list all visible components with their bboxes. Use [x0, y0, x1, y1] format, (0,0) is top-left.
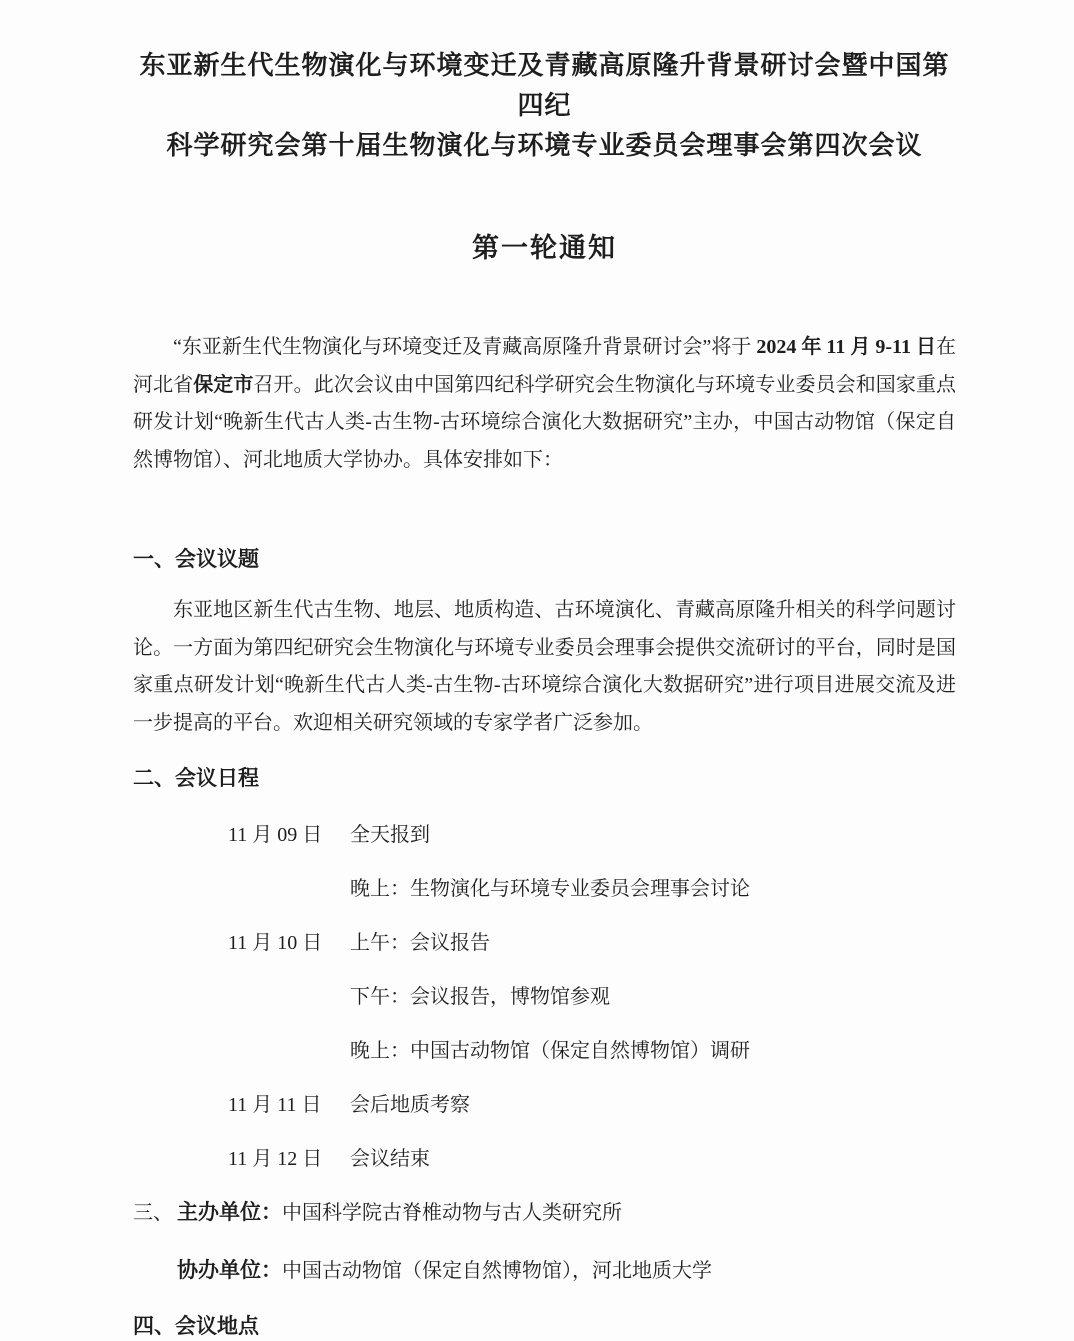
- schedule-item: 全天报到: [350, 824, 430, 846]
- schedule-item: 会后地质考察: [350, 1094, 470, 1116]
- intro-seg5: 召开。此次会议由中国第四纪科学研究会生物演化与环境专业委员会和国家重点研发计划“晚新生代古人类-古生物-古环境综合演化大数据研究”主办，中国古动物馆（保定自然博物馆）、河北地质大学协办。具体安排如下：: [133, 373, 957, 471]
- section-heading-venue: 四、会议地点: [133, 1315, 259, 1338]
- schedule-item: 会议结束: [350, 1148, 430, 1170]
- topics-paragraph: 东亚地区新生代古生物、地层、地质构造、古环境演化、青藏高原隆升相关的科学问题讨论。一方面为第四纪研究会生物演化与环境专业委员会理事会提供交流研讨的平台，同时是国家重点研发计划“晚新生代古人类-古生物-古环境综合演化大数据研究”进行项目进展交流及进一步提高的平台。欢迎相关研究领域的专家学者广泛参加。: [133, 599, 956, 734]
- schedule-date: [228, 874, 350, 904]
- schedule-row: [228, 1144, 956, 1174]
- schedule-item: 下午：会议报告，博物馆参观: [350, 986, 610, 1008]
- intro-seg3: 在河北省: [133, 336, 956, 396]
- co-organizer-label: 协办单位：: [177, 1259, 282, 1282]
- schedule-row: [228, 1036, 956, 1066]
- schedule-row: [228, 928, 956, 958]
- intro-city-bold: 保定市: [193, 373, 254, 396]
- schedule-row: [228, 1090, 956, 1120]
- document-title-line1: 东亚新生代生物演化与环境变迁及青藏高原隆升背景研讨会暨中国第四纪: [139, 51, 950, 120]
- co-organizer-value: 中国古动物馆（保定自然博物馆），河北地质大学: [282, 1260, 712, 1282]
- host-organizer-line: [133, 1198, 956, 1228]
- notice-heading: 第一轮通知: [472, 233, 617, 263]
- schedule-row: [228, 874, 956, 904]
- section-heading-topics: 一、会议议题: [133, 548, 259, 571]
- schedule-date: 11 月 11 日: [228, 1094, 322, 1116]
- intro-paragraph: [133, 329, 956, 479]
- document-title-line2: 科学研究会第十届生物演化与环境专业委员会理事会第四次会议: [166, 131, 923, 160]
- schedule-date: [228, 1036, 350, 1066]
- schedule-row: [228, 820, 956, 850]
- intro-seg1: “东亚新生代生物演化与环境变迁及青藏高原隆升背景研讨会”将于: [173, 336, 757, 358]
- host-organizer-label: 主办单位：: [177, 1201, 282, 1224]
- schedule-date: 11 月 09 日: [228, 824, 323, 846]
- schedule-date: 11 月 10 日: [228, 932, 323, 954]
- schedule-date: 11 月 12 日: [228, 1148, 323, 1170]
- schedule-row: [228, 982, 956, 1012]
- host-organizer-number: 三、: [133, 1202, 173, 1224]
- schedule-date: [228, 982, 350, 1012]
- host-organizer-value: 中国科学院古脊椎动物与古人类研究所: [282, 1202, 622, 1224]
- schedule-item: 上午：会议报告: [350, 932, 490, 954]
- schedule-item: 晚上：生物演化与环境专业委员会理事会讨论: [350, 878, 750, 900]
- section-heading-agenda: 二、会议日程: [133, 767, 259, 790]
- document-title: [133, 46, 956, 166]
- schedule-table: [228, 820, 956, 1174]
- schedule-item: 晚上：中国古动物馆（保定自然博物馆）调研: [350, 1040, 750, 1062]
- intro-date-bold: 2024 年 11 月 9-11 日: [756, 336, 936, 358]
- co-organizer-line: [133, 1256, 956, 1286]
